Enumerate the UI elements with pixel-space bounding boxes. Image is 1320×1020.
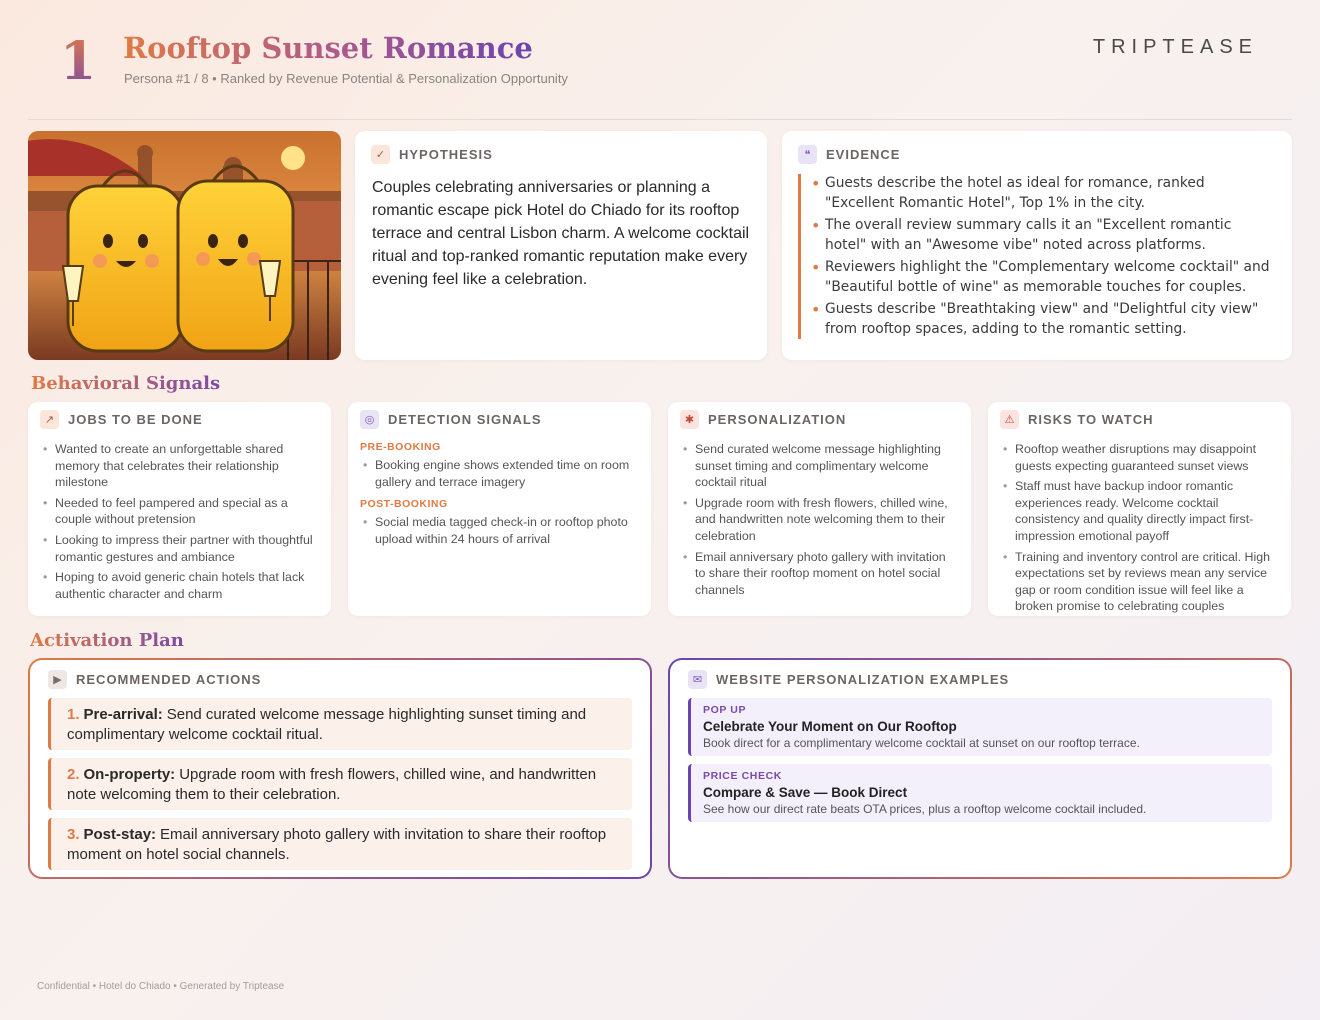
- evidence-item: • Guests describe "Breathtaking view" and "Delightful city view" from rooftop spaces, adding to the romantic setting.: [825, 300, 1276, 339]
- evidence-item: • Guests describe the hotel as ideal for romance, ranked "Excellent Romantic Hotel", Top 1% in the city.: [825, 174, 1276, 213]
- check-icon: ✓: [371, 145, 390, 164]
- list-item: • Hoping to avoid generic chain hotels that lack authentic character and charm: [55, 569, 319, 602]
- list-item: • Training and inventory control are critical. High expectations set by reviews mean any service gap or room condition issue will feel like a broken promise to celebrating couples: [1015, 549, 1279, 615]
- pre-booking-label: PRE-BOOKING: [360, 441, 441, 453]
- header-divider: [28, 119, 1292, 120]
- list-item: • Needed to feel pampered and special as a couple without pretension: [55, 495, 319, 528]
- action-text: Upgrade room with fresh flowers, chilled wine, and handwritten note welcoming them to their celebration.: [67, 766, 597, 803]
- website-example: [688, 698, 1272, 756]
- example-description: Book direct for a complimentary welcome cocktail at sunset on our rooftop terrace.: [703, 736, 1140, 750]
- jobs-heading: JOBS TO BE DONE: [68, 412, 203, 427]
- list-item: • Looking to impress their partner with thoughtful romantic gestures and ambiance: [55, 532, 319, 565]
- action-label: On-property:: [83, 766, 176, 783]
- evidence-card: [782, 131, 1292, 360]
- personalization-heading: PERSONALIZATION: [708, 412, 847, 427]
- recommended-actions-card: [28, 658, 652, 879]
- example-tag: POP UP: [703, 704, 747, 716]
- evidence-list: [798, 174, 1276, 339]
- envelope-icon: ✉: [688, 670, 707, 689]
- brand-logo: TRIPTEASE: [1092, 36, 1258, 58]
- action-item: [48, 758, 632, 810]
- persona-rank: 1: [60, 31, 97, 92]
- list-item: • Upgrade room with fresh flowers, chilled wine, and handwritten note welcoming them to their celebration: [695, 495, 959, 545]
- risks-card: [988, 402, 1291, 616]
- personalization-card: [668, 402, 971, 616]
- action-number: 3.: [67, 826, 80, 843]
- evidence-item: • Reviewers highlight the "Complementary welcome cocktail" and "Beautiful bottle of wine" as memorable touches for couples.: [825, 258, 1276, 297]
- list-item: • Social media tagged check-in or rooftop photo upload within 24 hours of arrival: [375, 514, 639, 547]
- hypothesis-heading: HYPOTHESIS: [399, 147, 493, 162]
- list-item: • Email anniversary photo gallery with invitation to share their rooftop moment on hotel social channels: [695, 549, 959, 599]
- website-example: [688, 764, 1272, 822]
- list-item: • Rooftop weather disruptions may disappoint guests expecting guaranteed sunset views: [1015, 441, 1279, 474]
- arrow-trend-icon: ↗: [40, 410, 59, 429]
- quote-icon: ❝: [798, 145, 817, 164]
- action-number: 2.: [67, 766, 80, 783]
- page-subtitle: Persona #1 / 8 • Ranked by Revenue Potential & Personalization Opportunity: [124, 71, 568, 86]
- website-heading: WEBSITE PERSONALIZATION EXAMPLES: [716, 672, 1010, 687]
- list-item: • Booking engine shows extended time on room gallery and terrace imagery: [375, 457, 639, 490]
- website-personalization-card: [668, 658, 1292, 879]
- detection-heading: DETECTION SIGNALS: [388, 412, 542, 427]
- target-icon: ◎: [360, 410, 379, 429]
- evidence-item: • The overall review summary calls it an "Excellent romantic hotel" with an "Awesome vibe" noted across platforms.: [825, 216, 1276, 255]
- footer-text: Confidential • Hotel do Chiado • Generated by Triptease: [37, 981, 285, 992]
- hypothesis-text: Couples celebrating anniversaries or planning a romantic escape pick Hotel do Chiado for its rooftop terrace and central Lisbon charm. A welcome cocktail ritual and top-ranked romantic reputation make every evening feel like a celebration.: [372, 179, 750, 288]
- list-item: • Wanted to create an unforgettable shared memory that celebrates their relationship milestone: [55, 441, 319, 491]
- activation-plan-heading: Activation Plan: [30, 630, 184, 651]
- action-text: Email anniversary photo gallery with invitation to share their rooftop moment on hotel social channels.: [67, 826, 607, 863]
- sparkle-icon: ✱: [680, 410, 699, 429]
- action-label: Post-stay:: [83, 826, 157, 843]
- example-title: Compare & Save — Book Direct: [703, 785, 908, 800]
- persona-illustration: [28, 131, 341, 360]
- page-title: Rooftop Sunset Romance: [123, 31, 533, 65]
- action-number: 1.: [67, 706, 80, 723]
- action-text: Send curated welcome message highlighting sunset timing and complimentary welcome cocktail ritual.: [67, 706, 587, 743]
- example-title: Celebrate Your Moment on Our Rooftop: [703, 719, 957, 734]
- action-item: [48, 818, 632, 870]
- action-item: [48, 698, 632, 750]
- jobs-to-be-done-card: [28, 402, 331, 616]
- list-item: • Send curated welcome message highlighting sunset timing and complimentary welcome cocktail ritual: [695, 441, 959, 491]
- example-tag: PRICE CHECK: [703, 770, 782, 782]
- behavioral-signals-heading: Behavioral Signals: [31, 373, 221, 394]
- action-label: Pre-arrival:: [83, 706, 163, 723]
- detection-signals-card: [348, 402, 651, 616]
- play-icon: ▶: [48, 670, 67, 689]
- warning-icon: ⚠: [1000, 410, 1019, 429]
- risks-heading: RISKS TO WATCH: [1028, 412, 1154, 427]
- list-item: • Staff must have backup indoor romantic experiences ready. Welcome cocktail consistency and quality directly impact first-impression emotional payoff: [1015, 478, 1279, 544]
- evidence-heading: EVIDENCE: [826, 147, 901, 162]
- actions-heading: RECOMMENDED ACTIONS: [76, 672, 262, 687]
- hypothesis-card: [355, 131, 767, 360]
- example-description: See how our direct rate beats OTA prices, plus a rooftop welcome cocktail included.: [703, 802, 1147, 816]
- post-booking-label: POST-BOOKING: [360, 498, 448, 511]
